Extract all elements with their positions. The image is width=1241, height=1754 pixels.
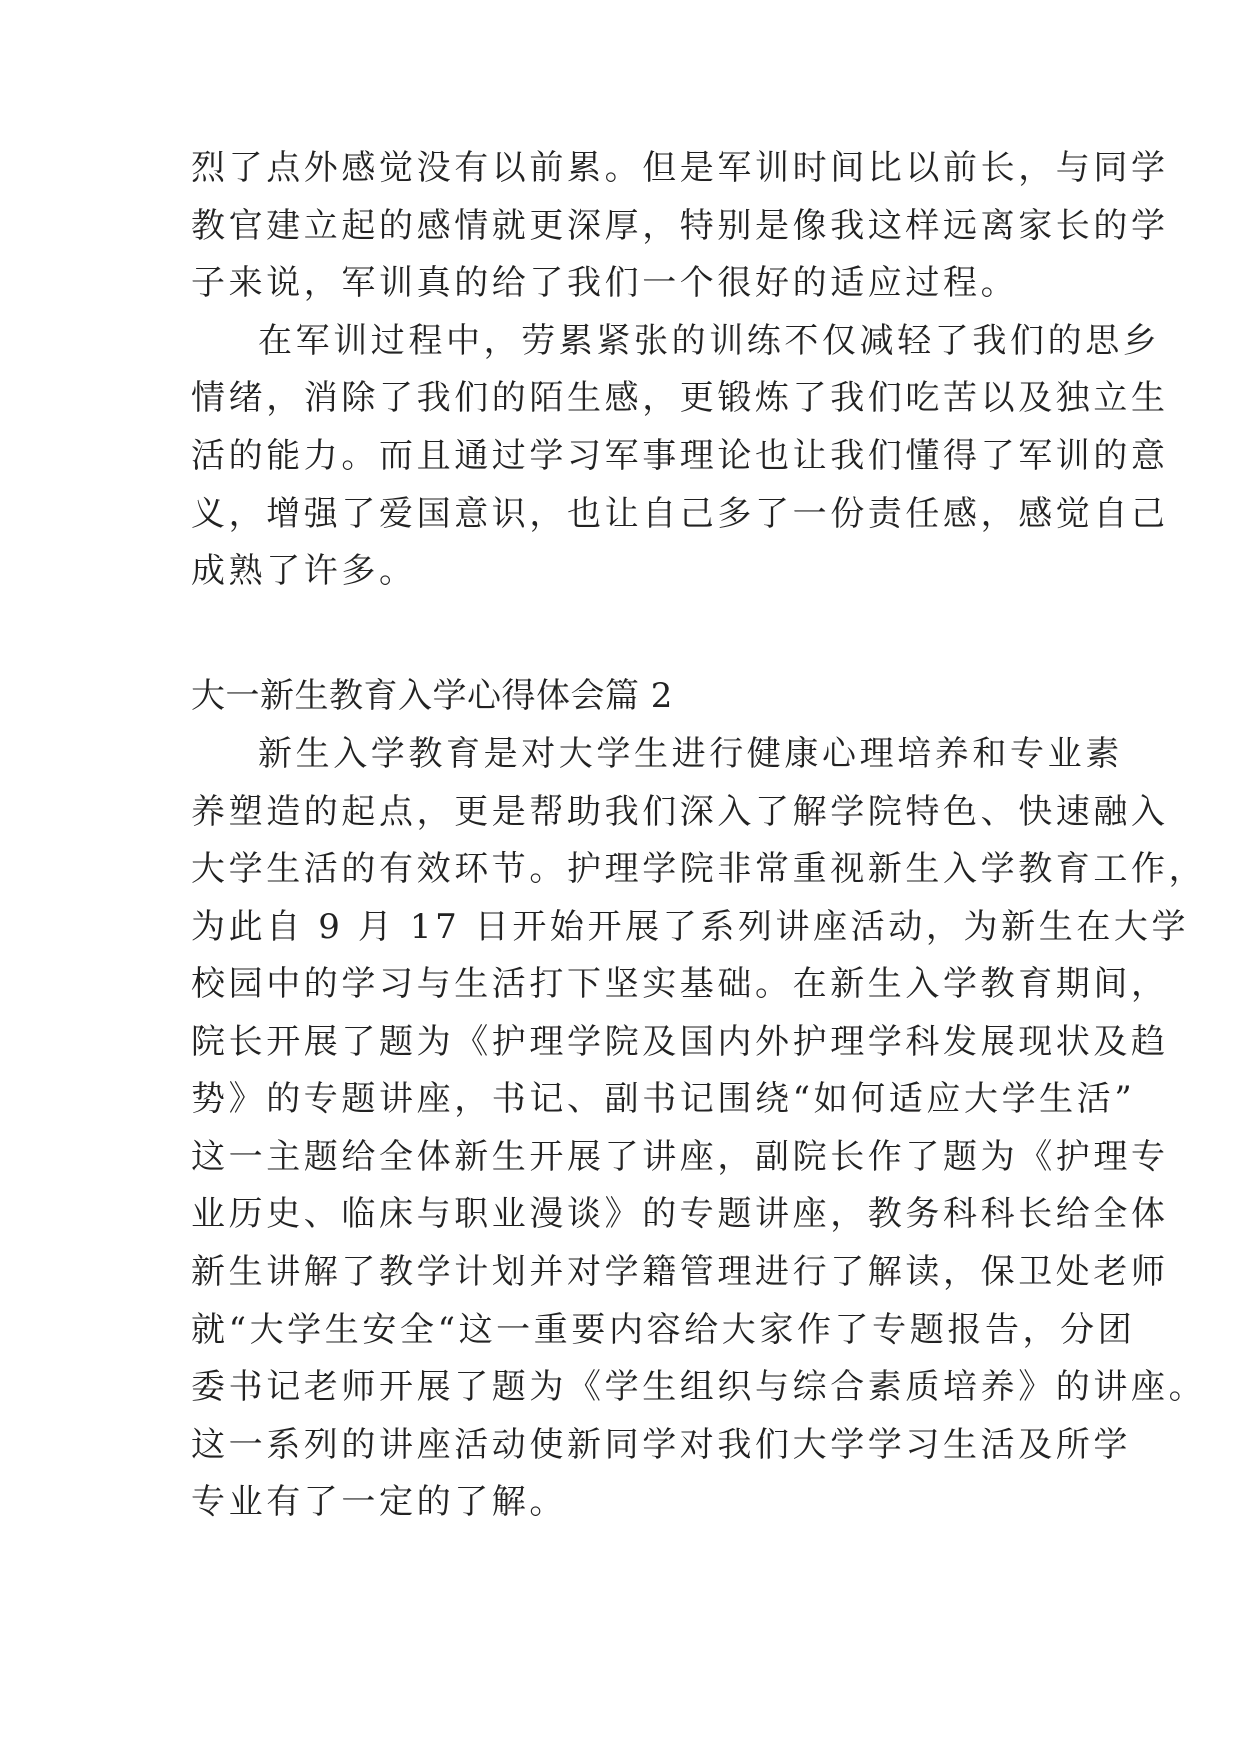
- paragraph-3-line-13: 这一系列的讲座活动使新同学对我们大学学习生活及所学: [191, 1425, 1131, 1465]
- paragraph-1-line-3: 子来说，军训真的给了我们一个很好的适应过程。: [191, 263, 1019, 303]
- paragraph-3-line-14: 专业有了一定的了解。: [191, 1482, 567, 1522]
- paragraph-2-line-5: 成熟了许多。: [191, 551, 417, 591]
- paragraph-3-line-8: 这一主题给全体新生开展了讲座，副院长作了题为《护理专: [191, 1137, 1169, 1177]
- paragraph-3-line-11: 就“大学生安全“这一重要内容给大家作了专题报告，分团: [191, 1310, 1136, 1350]
- paragraph-3-line-2: 养塑造的起点，更是帮助我们深入了解学院特色、快速融入: [191, 792, 1169, 832]
- paragraph-3-line-10: 新生讲解了教学计划并对学籍管理进行了解读，保卫处老师: [191, 1252, 1169, 1292]
- paragraph-3-line-7: 势》的专题讲座，书记、副书记围绕“如何适应大学生活”: [191, 1079, 1136, 1119]
- paragraph-2-line-4: 义，增强了爱国意识，也让自己多了一份责任感，感觉自己: [191, 494, 1169, 534]
- paragraph-3-line-5: 校园中的学习与生活打下坚实基础。在新生入学教育期间，: [191, 964, 1169, 1004]
- paragraph-3-line-4: 为此自 9 月 17 日开始开展了系列讲座活动，为新生在大学: [191, 907, 1190, 947]
- paragraph-2-line-1: 在军训过程中，劳累紧张的训练不仅减轻了我们的思乡: [258, 321, 1161, 361]
- paragraph-3-line-6: 院长开展了题为《护理学院及国内外护理学科发展现状及趋: [191, 1022, 1169, 1062]
- paragraph-3-line-12: 委书记老师开展了题为《学生组织与综合素质培养》的讲座。: [191, 1367, 1207, 1407]
- paragraph-1-line-1: 烈了点外感觉没有以前累。但是军训时间比以前长，与同学: [191, 148, 1169, 188]
- paragraph-3-line-3: 大学生活的有效环节。护理学院非常重视新生入学教育工作，: [191, 849, 1207, 889]
- section-heading: 大一新生教育入学心得体会篇 2: [191, 676, 673, 716]
- paragraph-2-line-2: 情绪，消除了我们的陌生感，更锻炼了我们吃苦以及独立生: [191, 378, 1169, 418]
- paragraph-2-line-3: 活的能力。而且通过学习军事理论也让我们懂得了军训的意: [191, 436, 1169, 476]
- paragraph-3-line-9: 业历史、临床与职业漫谈》的专题讲座，教务科科长给全体: [191, 1194, 1169, 1234]
- paragraph-3-line-1: 新生入学教育是对大学生进行健康心理培养和专业素: [258, 734, 1123, 774]
- paragraph-1-line-2: 教官建立起的感情就更深厚，特别是像我这样远离家长的学: [191, 206, 1169, 246]
